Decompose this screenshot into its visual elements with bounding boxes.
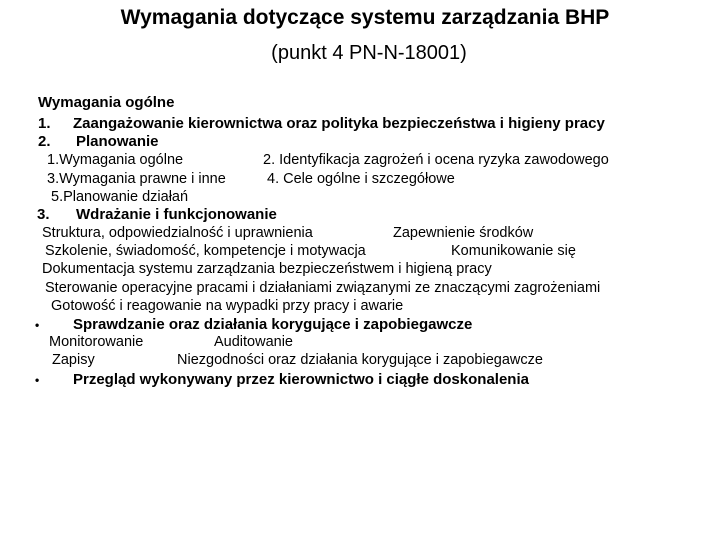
impl-communication: Komunikowanie się [451, 243, 576, 259]
impl-resources: Zapewnienie środków [393, 225, 534, 241]
planning-risk: 2. Identyfikacja zagrożeń i ocena ryzyka zawodowego [263, 152, 609, 168]
page-subtitle: (punkt 4 PN-N-18001) [271, 42, 467, 64]
planning-general: 1.Wymagania ogólne [47, 152, 184, 168]
bullet-icon: • [35, 373, 40, 387]
item-4-text: Sprawdzanie oraz działania korygujące i zapobiegawcze [73, 316, 473, 333]
check-records: Zapisy [52, 352, 95, 368]
impl-documentation: Dokumentacja systemu zarządzania bezpieczeństwem i higieną pracy [42, 261, 492, 277]
item-5-text: Przegląd wykonywany przez kierownictwo i ciągłe doskonalenia [73, 371, 529, 388]
planning-legal: 3.Wymagania prawne i inne [47, 171, 226, 187]
item-4 [35, 317, 472, 332]
check-auditing: Auditowanie [214, 334, 293, 350]
check-nonconformities: Niezgodności oraz działania korygujące i zapobiegawcze [177, 352, 543, 368]
general-heading: Wymagania ogólne [38, 94, 175, 111]
bullet-icon: • [35, 318, 40, 332]
check-monitoring: Monitorowanie [49, 334, 144, 350]
impl-operational-control: Sterowanie operacyjne pracami i działaniami związanymi ze znaczącymi zagrożeniami [45, 280, 601, 296]
item-5 [35, 372, 529, 387]
impl-emergency: Gotowość i reagowanie na wypadki przy pracy i awarie [51, 298, 404, 314]
item-2-text: Planowanie [76, 133, 159, 150]
item-1-text: Zaangażowanie kierownictwa oraz polityka bezpieczeństwa i higieny pracy [73, 115, 605, 132]
page-title: Wymagania dotyczące systemu zarządzania BHP [120, 6, 610, 29]
item-2-number: 2. [38, 133, 51, 150]
item-3-number: 3. [37, 206, 50, 223]
item-1 [38, 116, 605, 131]
impl-structure: Struktura, odpowiedzialność i uprawnienia [42, 225, 313, 241]
planning-goals: 4. Cele ogólne i szczegółowe [267, 171, 455, 187]
item-2 [38, 134, 159, 149]
item-1-number: 1. [38, 115, 51, 132]
planning-actions: 5.Planowanie działań [51, 189, 189, 205]
impl-training: Szkolenie, świadomość, kompetencje i motywacja [45, 243, 366, 259]
item-3-text: Wdrażanie i funkcjonowanie [76, 206, 277, 223]
item-3 [37, 207, 277, 222]
